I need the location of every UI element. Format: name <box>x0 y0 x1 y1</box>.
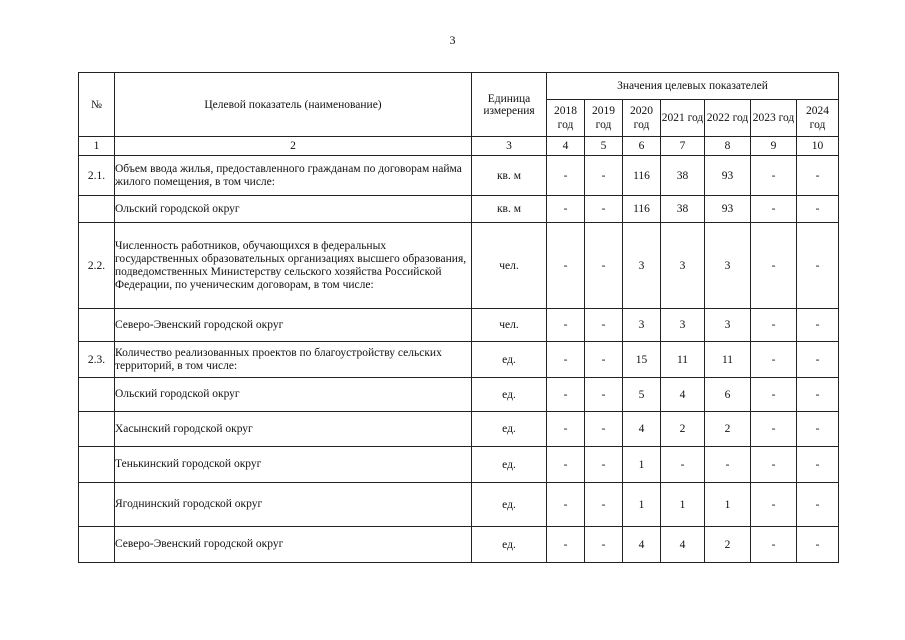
unit-cell: чел. <box>472 223 547 309</box>
indicator-name: Северо-Эвенский городской округ <box>115 527 472 563</box>
row-number <box>79 527 115 563</box>
column-number: 6 <box>623 137 661 156</box>
column-number: 8 <box>705 137 751 156</box>
value-cell: - <box>751 412 797 447</box>
value-cell: 5 <box>623 378 661 412</box>
table-row <box>79 447 839 483</box>
column-number: 10 <box>797 137 839 156</box>
value-cell: 11 <box>661 342 705 378</box>
header-year: 2019 год <box>585 100 623 137</box>
value-cell: - <box>797 527 839 563</box>
value-cell: - <box>705 447 751 483</box>
header-values-group: Значения целевых показателей <box>547 73 839 100</box>
value-cell: - <box>797 378 839 412</box>
column-numbers-row <box>79 137 839 156</box>
value-cell: - <box>751 342 797 378</box>
value-cell: - <box>585 483 623 527</box>
table-row <box>79 342 839 378</box>
indicator-name: Численность работников, обучающихся в федеральных государственных образовательных организациях высшего образования, подведомственных Министерству сельского хозяйства Российской Федерации, по ученическим договорам, в том числе: <box>115 223 472 309</box>
table-row <box>79 223 839 309</box>
page-number: 3 <box>449 33 456 47</box>
value-cell: - <box>547 223 585 309</box>
unit-cell: ед. <box>472 378 547 412</box>
value-cell: 15 <box>623 342 661 378</box>
value-cell: - <box>797 223 839 309</box>
value-cell: 3 <box>705 309 751 342</box>
header-year: 2024 год <box>797 100 839 137</box>
value-cell: 3 <box>661 223 705 309</box>
header-year: 2021 год <box>661 100 705 137</box>
indicator-name: Ольский городской округ <box>115 378 472 412</box>
value-cell: - <box>547 527 585 563</box>
value-cell: - <box>547 378 585 412</box>
value-cell: - <box>797 309 839 342</box>
header-no: № <box>79 73 115 137</box>
header-year: 2020 год <box>623 100 661 137</box>
indicator-name: Хасынский городской округ <box>115 412 472 447</box>
row-number <box>79 378 115 412</box>
value-cell: 1 <box>623 483 661 527</box>
value-cell: - <box>547 412 585 447</box>
value-cell: 4 <box>623 527 661 563</box>
value-cell: 2 <box>705 412 751 447</box>
row-number <box>79 309 115 342</box>
value-cell: 116 <box>623 196 661 223</box>
column-number: 2 <box>115 137 472 156</box>
value-cell: 2 <box>705 527 751 563</box>
targets-table <box>78 72 839 563</box>
row-number <box>79 196 115 223</box>
value-cell: - <box>751 527 797 563</box>
row-number: 2.3. <box>79 342 115 378</box>
value-cell: 4 <box>623 412 661 447</box>
table-row <box>79 483 839 527</box>
value-cell: - <box>585 156 623 196</box>
value-cell: - <box>751 378 797 412</box>
value-cell: - <box>547 447 585 483</box>
row-number <box>79 412 115 447</box>
value-cell: - <box>797 483 839 527</box>
value-cell: - <box>797 447 839 483</box>
table-row <box>79 196 839 223</box>
value-cell: - <box>547 483 585 527</box>
column-number: 7 <box>661 137 705 156</box>
indicator-name: Тенькинский городской округ <box>115 447 472 483</box>
value-cell: 93 <box>705 156 751 196</box>
value-cell: - <box>547 342 585 378</box>
header-year: 2022 год <box>705 100 751 137</box>
value-cell: - <box>751 447 797 483</box>
value-cell: - <box>547 309 585 342</box>
header-unit: Единица измерения <box>472 73 547 137</box>
value-cell: - <box>585 447 623 483</box>
value-cell: - <box>547 196 585 223</box>
value-cell: - <box>751 309 797 342</box>
column-number: 9 <box>751 137 797 156</box>
value-cell: 3 <box>623 223 661 309</box>
indicator-name: Количество реализованных проектов по благоустройству сельских территорий, в том числе: <box>115 342 472 378</box>
value-cell: 1 <box>705 483 751 527</box>
value-cell: - <box>585 196 623 223</box>
value-cell: 38 <box>661 156 705 196</box>
value-cell: 1 <box>661 483 705 527</box>
table-row <box>79 156 839 196</box>
value-cell: 2 <box>661 412 705 447</box>
value-cell: - <box>585 223 623 309</box>
value-cell: - <box>585 412 623 447</box>
unit-cell: кв. м <box>472 196 547 223</box>
value-cell: 3 <box>623 309 661 342</box>
row-number <box>79 447 115 483</box>
unit-cell: ед. <box>472 483 547 527</box>
value-cell: 93 <box>705 196 751 223</box>
row-number <box>79 483 115 527</box>
value-cell: - <box>547 156 585 196</box>
indicator-name: Объем ввода жилья, предоставленного гражданам по договорам найма жилого помещения, в том числе: <box>115 156 472 196</box>
unit-cell: кв. м <box>472 156 547 196</box>
value-cell: 38 <box>661 196 705 223</box>
value-cell: - <box>585 378 623 412</box>
column-number: 1 <box>79 137 115 156</box>
header-year: 2018 год <box>547 100 585 137</box>
unit-cell: ед. <box>472 412 547 447</box>
column-number: 3 <box>472 137 547 156</box>
value-cell: 4 <box>661 527 705 563</box>
value-cell: - <box>797 342 839 378</box>
value-cell: - <box>797 156 839 196</box>
value-cell: 3 <box>705 223 751 309</box>
column-number: 4 <box>547 137 585 156</box>
value-cell: - <box>797 412 839 447</box>
unit-cell: чел. <box>472 309 547 342</box>
header-indicator: Целевой показатель (наименование) <box>115 73 472 137</box>
table-row <box>79 527 839 563</box>
table-row <box>79 378 839 412</box>
table-row <box>79 309 839 342</box>
table-body <box>79 156 839 563</box>
value-cell: - <box>585 309 623 342</box>
unit-cell: ед. <box>472 342 547 378</box>
row-number: 2.2. <box>79 223 115 309</box>
value-cell: - <box>751 156 797 196</box>
unit-cell: ед. <box>472 447 547 483</box>
indicator-name: Ягоднинский городской округ <box>115 483 472 527</box>
header-year: 2023 год <box>751 100 797 137</box>
value-cell: - <box>661 447 705 483</box>
indicator-name: Северо-Эвенский городской округ <box>115 309 472 342</box>
indicator-name: Ольский городской округ <box>115 196 472 223</box>
value-cell: - <box>751 223 797 309</box>
value-cell: 116 <box>623 156 661 196</box>
value-cell: 6 <box>705 378 751 412</box>
value-cell: 4 <box>661 378 705 412</box>
value-cell: - <box>751 196 797 223</box>
row-number: 2.1. <box>79 156 115 196</box>
value-cell: - <box>797 196 839 223</box>
value-cell: 11 <box>705 342 751 378</box>
value-cell: 3 <box>661 309 705 342</box>
column-number: 5 <box>585 137 623 156</box>
value-cell: - <box>585 527 623 563</box>
table-row <box>79 412 839 447</box>
value-cell: 1 <box>623 447 661 483</box>
value-cell: - <box>585 342 623 378</box>
unit-cell: ед. <box>472 527 547 563</box>
value-cell: - <box>751 483 797 527</box>
